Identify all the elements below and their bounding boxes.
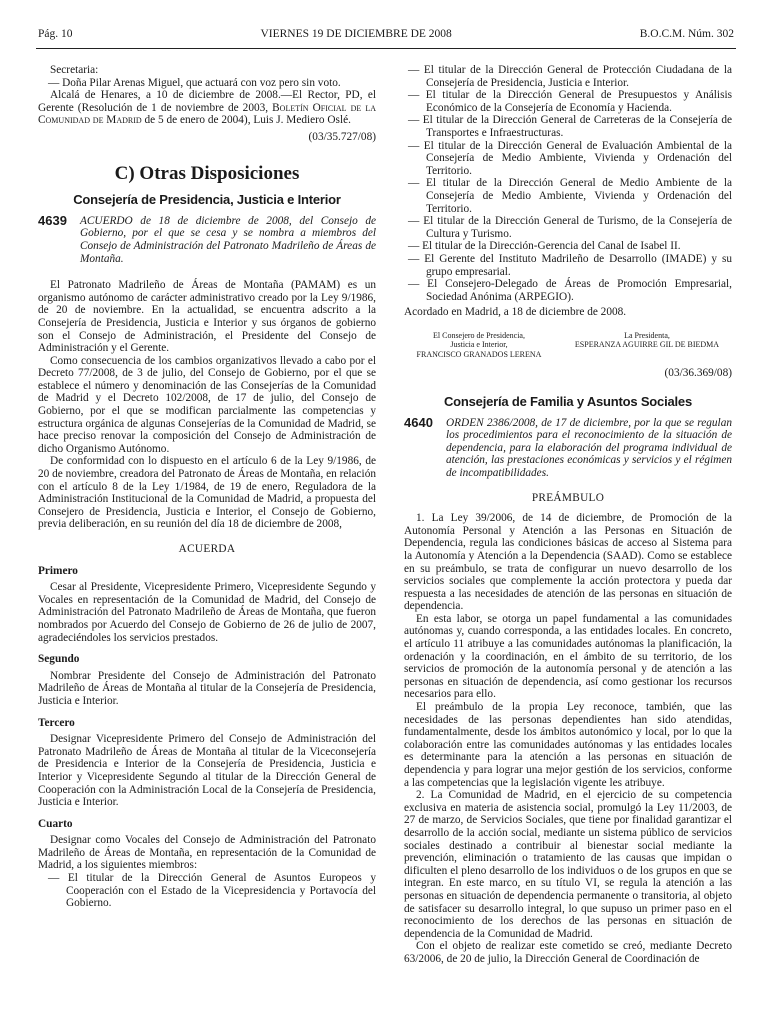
- list-item: — El titular de la Dirección General de Evaluación Ambiental de la Consejería de Medio Ambiente, Vivienda y Ordenación del Territorio.: [408, 139, 732, 177]
- signature-left: El Consejero de Presidencia, Justicia e Interior, FRANCISCO GRANADOS LERENA: [416, 330, 542, 359]
- header-rule: [36, 48, 736, 49]
- secretaria-label: Secretaria:: [50, 64, 99, 76]
- body-paragraph: 1. La Ley 39/2006, de 14 de diciembre, de Promoción de la Autonomía Personal y Atención a las Personas en Situación de Dependencia, regula las condiciones básicas de acceso al Sistema para la Autonomía y Atención a la Dependencia (SAAD). Como se establece en su preámbulo, se trata de configurar un nuevo desarrollo de los servicios sociales que complemente la acción protectora y pueda dar respuesta a las necesidades de atención de las personas en situación de dependencia.: [404, 512, 732, 613]
- body-paragraph: El preámbulo de la propia Ley reconoce, también, que las necesidades de las personas dependientes han sido atendidas, fundamentalmente, desde los ámbitos autonómico y local, por lo que la colaboración entre las comunidades autónomas y las entidades locales es determinante para la atención a las personas en situación de dependencia y para lograr una mejor gestión de los servicios, conforme a las competencias que la legislación vigente les atribuye.: [404, 701, 732, 789]
- article-text: Cesar al Presidente, Vicepresidente Primero, Vicepresidente Segundo y Vocales en representación de la Comunidad de Madrid, del Consejo de Administración del Patronato Madrileño de Áreas de Montaña, que fueron nombrados por Acuerdo del Consejo de Gobierno de 26 de julio de 2007, agradeciéndoles los servicios prestados.: [38, 581, 376, 644]
- decree-title: ACUERDO de 18 de diciembre de 2008, del Consejo de Gobierno, por el que se cesa y se nombra a miembros del Consejo de Administración del Patronato Madrileño de Áreas de Montaña.: [80, 214, 376, 265]
- article-text: Designar Vicepresidente Primero del Consejo de Administración del Patronato Madrileño de Áreas de Montaña al titular de la Viceconsejería de Presidencia e Interior de la Consejería de Presidencia, Justicia e Interior y Vicepresidente Segundo al titular de la Dirección General de Cooperación con la Administración Local de la Consejería de Presidencia, Justicia e Interior.: [38, 733, 376, 809]
- secretaria-item: — Doña Pilar Arenas Miguel, que actuará con voz pero sin voto.: [48, 76, 341, 89]
- list-item: — El titular de la Dirección General de Turismo, de la Consejería de Cultura y Turismo.: [408, 215, 732, 240]
- list-item: — El titular de la Dirección General de Protección Ciudadana de la Consejería de Presidencia, Justicia e Interior.: [408, 64, 732, 89]
- article-heading: Tercero: [38, 716, 75, 729]
- decree-number: 4639: [38, 212, 67, 228]
- right-column: [404, 64, 732, 966]
- body-paragraph: Como consecuencia de los cambios organizativos llevado a cabo por el Decreto 77/2008, de 3 de julio, del Consejo de Gobierno, por el que se establece el número y denominación de las Consejerías de la Comunidad de Madrid y el Decreto 102/2008, de 17 de julio, del Consejo de Gobierno, por el que se modifican parcialmente las competencias y estructura orgánica de algunas Consejerías de la Comunidad de Madrid, se hace preciso renovar la composición del Consejo de Administración de dicho Organismo Autónomo.: [38, 354, 376, 455]
- decree-heading: [404, 414, 732, 480]
- article-text: Designar como Vocales del Consejo de Administración del Patronato Madrileño de Áreas de Montaña, en representación de la Comunidad de Madrid, a los siguientes miembros:: [38, 834, 376, 872]
- issue-date: VIERNES 19 DE DICIEMBRE DE 2008: [260, 28, 452, 40]
- acordado-line: Acordado en Madrid, a 18 de diciembre de 2008.: [404, 306, 627, 319]
- list-item: — El titular de la Dirección General de Presupuestos y Análisis Económico de la Consejería de Economía y Hacienda.: [408, 89, 732, 114]
- decree-title: ORDEN 2386/2008, de 17 de diciembre, por la que se regulan los procedimientos para el reconocimiento de la situación de dependencia, para la elaboración del programa individual de atención, las prestaciones económicas y servicios y el régimen de incompatibilidades.: [446, 416, 732, 479]
- article-heading: Segundo: [38, 653, 80, 666]
- preambulo-heading: PREÁMBULO: [531, 491, 605, 504]
- body-paragraph: El Patronato Madrileño de Áreas de Montaña (PAMAM) es un organismo autónomo de carácter administrativo creado por la Ley 9/1986, de 20 de noviembre. En la actualidad, se encuentra adscrito a la Consejería de Presidencia, Justicia e Interior y sus órganos de gobierno son el Consejo de Administración, el Presidente del Consejo de Administración y el Gerente.: [38, 279, 376, 355]
- department-heading: Consejería de Presidencia, Justicia e Interior: [73, 192, 341, 208]
- signature-block: [404, 331, 732, 360]
- body-paragraph: De conformidad con lo dispuesto en el artículo 6 de la Ley 9/1986, de 20 de noviembre, creadora del Patronato de Áreas de Montaña, en relación con el artículo 8 de la Ley 1/1984, de 19 de enero, Reguladora de la Administración Institucional de la Comunidad de Madrid, a propuesta del Consejero de Presidencia, Justicia e Interior, el Consejo de Gobierno, previa deliberación, en su reunión del día 18 de diciembre de 2008,: [38, 455, 376, 531]
- list-item: — El titular de la Dirección General de Carreteras de la Consejería de Transportes e Infraestructuras.: [408, 114, 732, 139]
- body-paragraph: 2. La Comunidad de Madrid, en el ejercicio de su competencia exclusiva en materia de asistencia social, promulgó la Ley 11/2003, de 27 de marzo, de Servicios Sociales, que tiene por finalidad garantizar el desarrollo de la acción social, mediante un sistema público de servicios sociales destinado a contribuir al bienestar social mediante la prevención, eliminación o tratamiento de las causas que impidan o dificulten el pleno desarrollo de los individuos o de los grupos en que se integran. En este marco, en su título VI, se regula la atención a las personas en situación de dependencia permanente o transitoria, al objeto de satisfacer su desarrollo integral, lo que supuso un primer paso en el reconocimiento de los derechos de las personas en situación de dependencia de la Comunidad de Madrid.: [404, 789, 732, 940]
- signature-right: La Presidenta, ESPERANZA AGUIRRE GIL DE BIEDMA: [574, 330, 720, 350]
- page-number: Pág. 10: [38, 28, 73, 40]
- body-paragraph: Con el objeto de realizar este cometido se creó, mediante Decreto 63/2006, de 20 de julio, la Dirección General de Coordinación de: [404, 940, 732, 965]
- list-item: — El Consejero-Delegado de Áreas de Promoción Empresarial, Sociedad Anónima (ARPEGIO).: [408, 278, 732, 303]
- article-text: Nombrar Presidente del Consejo de Administración del Patronato Madrileño de Áreas de Montaña al titular de la Consejería de Presidencia, Justicia e Interior.: [38, 669, 376, 707]
- member-list: [404, 64, 732, 303]
- list-item: — El titular de la Dirección General de Asuntos Europeos y Cooperación con el Estado de la Vicepresidencia y Portavocía del Gobierno.: [48, 872, 376, 910]
- department-heading: Consejería de Familia y Asuntos Sociales: [443, 393, 692, 409]
- section-title: C) Otras Disposiciones: [114, 162, 300, 184]
- reference-code: (03/36.369/08): [664, 367, 732, 380]
- decree-heading: [38, 212, 376, 265]
- article-heading: Cuarto: [38, 817, 73, 830]
- decree-number: 4640: [404, 414, 433, 430]
- closing-paragraph: Alcalá de Henares, a 10 de diciembre de 2008.—El Rector, PD, el Gerente (Resolución de 1 de noviembre de 2003, Boletín Oficial de la Comunidad de Madrid de 5 de enero de 2004), Luis J. Mediero Oslé.: [38, 89, 376, 127]
- bulletin-number: B.O.C.M. Núm. 302: [639, 28, 734, 40]
- page-header: [38, 26, 734, 42]
- list-item: — El titular de la Dirección General de Medio Ambiente de la Consejería de Medio Ambiente, Vivienda y Ordenación del Territorio.: [408, 177, 732, 215]
- acuerda-heading: ACUERDA: [178, 543, 236, 555]
- reference-code: (03/35.727/08): [308, 130, 376, 143]
- left-column: [38, 64, 376, 910]
- list-item: — El Gerente del Instituto Madrileño de Desarrollo (IMADE) y su grupo empresarial.: [408, 252, 732, 278]
- body-paragraph: En esta labor, se otorga un papel fundamental a las comunidades autónomas y, cuando corresponda, a las entidades locales. En concreto, el artículo 11 atribuye a las comunidades autónomas la planificación, la ordenación y la coordinación, en el ámbito de su territorio, de los servicios de promoción de la autonomía personal y de atención a las personas en situación de dependencia, así como gestionar los recursos necesarios para ello.: [404, 612, 732, 701]
- list-item: — El titular de la Dirección-Gerencia del Canal de Isabel II.: [408, 240, 681, 253]
- article-heading: Primero: [38, 564, 78, 577]
